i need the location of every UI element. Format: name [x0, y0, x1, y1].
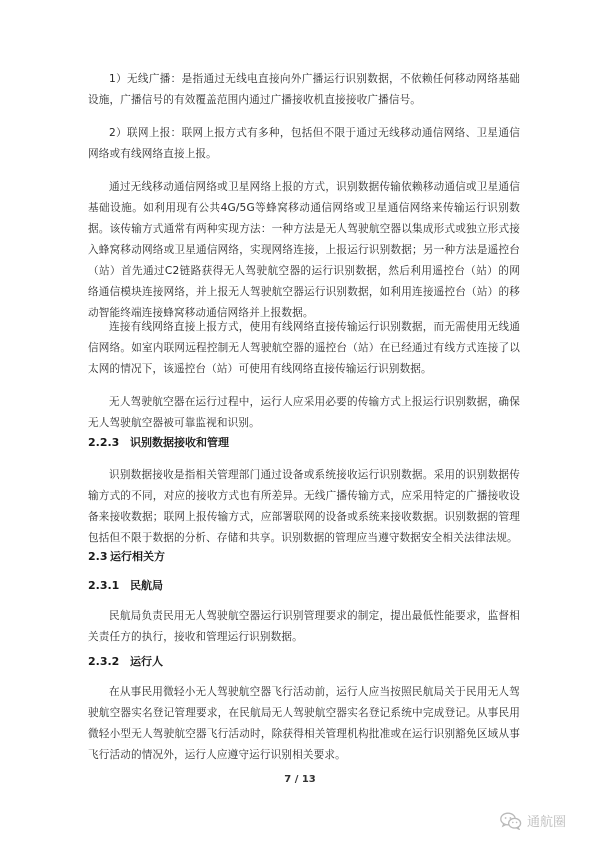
section-number: 2.3.2: [88, 655, 120, 668]
paragraph-network-report: 2）联网上报：联网上报方式有多种，包括但不限于通过无线移动通信网络、卫星通信网络或有线网络直接上报。: [88, 127, 520, 160]
section-heading-2-3: [88, 548, 165, 564]
paragraph-caac: 民航局负责民用无人驾驶航空器运行识别管理要求的制定，提出最低性能要求，监督相关责任方的执行，接收和管理运行识别数据。: [88, 610, 520, 643]
section-heading-2-3-1: [88, 577, 163, 593]
paragraph-data-reception: 识别数据接收是指相关管理部门通过设备或系统接收运行识别数据。采用的识别数据传输方式的不同，对应的接收方式也有所差异。无线广播传输方式，应采用特定的广播接收设备来接收数据；联网上报传输方式，应部署联网的设备或系统来接收数据。识别数据的管理包括但不限于数据的分析、存储和共享。识别数据的管理应当遵守数据安全相关法律法规。: [88, 469, 520, 544]
paragraph-wireless-broadcast: 1）无线广播：是指通过无线电直接向外广播运行识别数据，不依赖任何移动网络基础设施，广播信号的有效覆盖范围内通过广播接收机直接接收广播信号。: [88, 73, 520, 106]
paragraph-wireless-mobile-satellite: 通过无线移动通信网络或卫星网络上报的方式，识别数据传输依赖移动通信或卫星通信基础设施。如利用现有公共4G/5G等蜂窝移动通信网络或卫星通信网络来传输运行识别数据。该传输方式通常有两种实现方法：一种方法是无人驾驶航空器以集成形式或独立形式接入蜂窝移动网络或卫星通信网络，实现网络连接，上报运行识别数据；另一种方法是遥控台（站）首先通过C2链路获得无人驾驶航空器的运行识别数据，然后利用遥控台（站）的网络通信模块连接网络，并上报无人驾驶航空器运行识别数据，如利用连接遥控台（站）的移动智能终端连接蜂窝移动通信网络并上报数据。: [88, 181, 520, 319]
paragraph-operator: 在从事民用微轻小无人驾驶航空器飞行活动前，运行人应当按照民航局关于民用无人驾驶航空器实名登记管理要求，在民航局无人驾驶航空器实名登记系统中完成登记。从事民用微轻小型无人驾驶航空器飞行活动时，除获得相关管理机构批准或在运行识别豁免区域从事飞行活动的情况外，运行人应遵守运行识别相关要求。: [88, 686, 520, 761]
section-title: 民航局: [130, 579, 163, 592]
watermark: [500, 811, 566, 830]
wechat-icon: [500, 812, 522, 830]
section-title: 运行人: [130, 655, 163, 668]
section-title: 识别数据接收和管理: [130, 436, 229, 449]
paragraph-wired-network: 连接有线网络直接上报方式，使用有线网络直接传输运行识别数据，而无需使用无线通信网络。如室内联网远程控制无人驾驶航空器的遥控台（站）在已经通过有线方式连接了以太网的情况下，该遥控台（站）可使用有线网络直接传输运行识别数据。: [88, 321, 520, 375]
section-number: 2.3: [88, 550, 108, 563]
section-title: 运行相关方: [110, 550, 165, 563]
section-number: 2.2.3: [88, 436, 120, 449]
paragraph-transmission-requirement: 无人驾驶航空器在运行过程中，运行人应采用必要的传输方式上报运行识别数据，确保无人驾驶航空器被可靠监视和识别。: [88, 396, 520, 429]
section-heading-2-3-2: [88, 653, 163, 669]
section-heading-2-2-3: [88, 434, 229, 450]
page-number: 7 / 13: [284, 774, 316, 785]
section-number: 2.3.1: [88, 579, 120, 592]
watermark-text: 通航圈: [527, 815, 567, 830]
